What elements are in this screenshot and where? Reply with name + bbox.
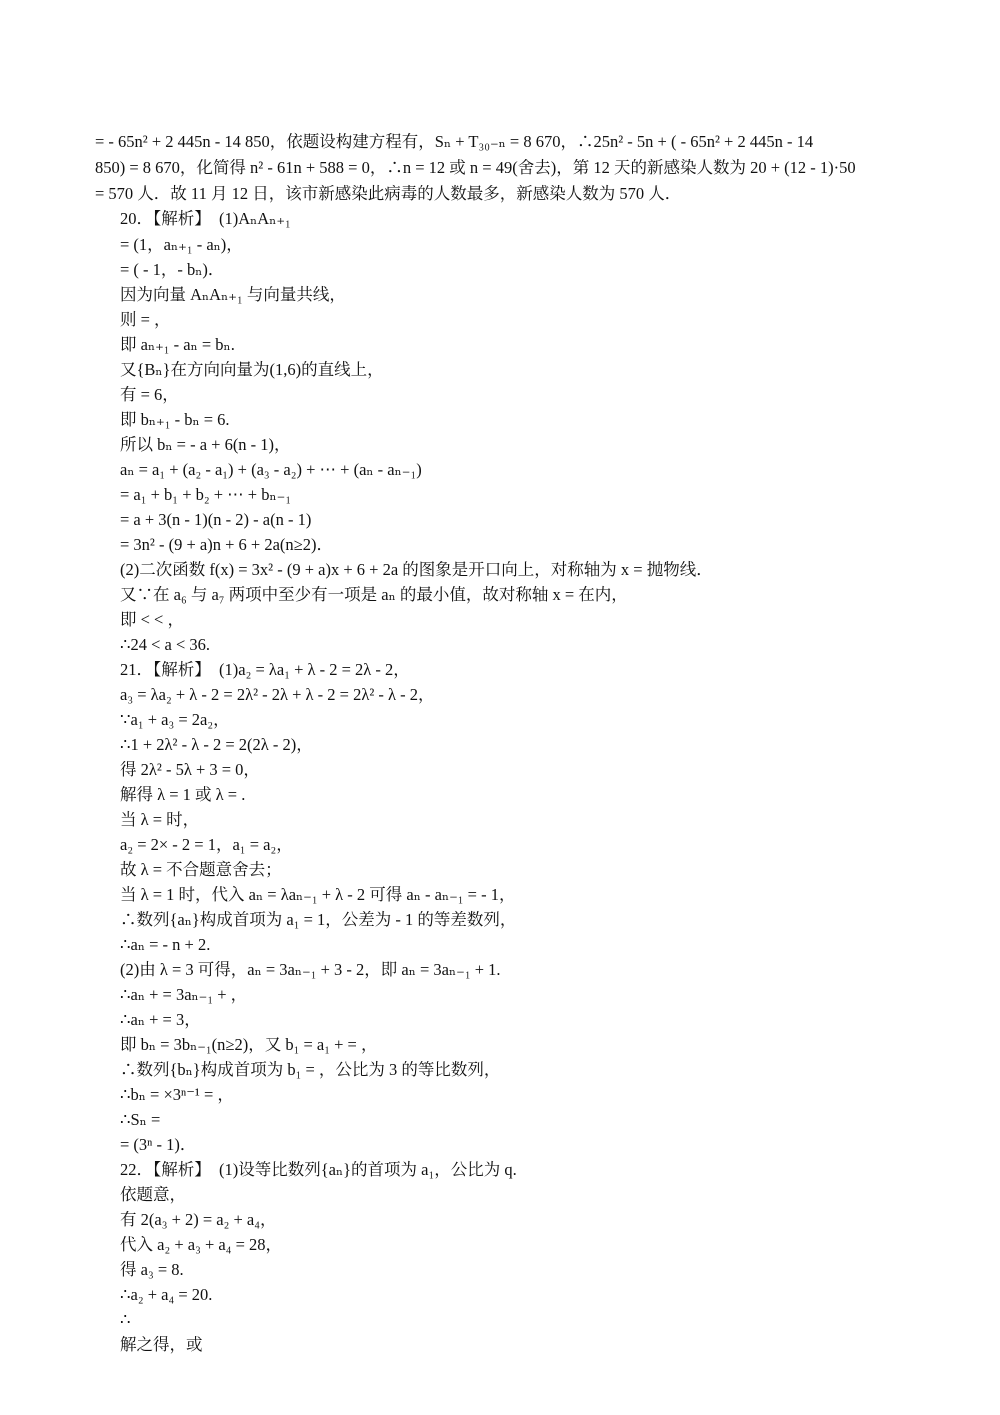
text-line: 因为向量 AₙAₙ₊₁ 与向量共线，	[120, 285, 346, 304]
text-line: ∴数列{aₙ}构成首项为 a₁ = 1，公差为 - 1 的等差数列，	[120, 910, 517, 929]
text-line: (2)由 λ = 3 可得，aₙ = 3aₙ₋₁ + 3 - 2，即 aₙ = 3aₙ₋₁ + 1.	[120, 960, 501, 979]
text-line: ∴Sₙ =	[120, 1110, 161, 1129]
text-line: 得 a₃ = 8.	[120, 1260, 184, 1279]
text-line: ∴	[120, 1310, 131, 1329]
text-line: 有 2(a₃ + 2) = a₂ + a₄，	[120, 1210, 277, 1229]
text-line: 解得 λ = 1 或 λ = .	[120, 785, 246, 804]
text-line: 21．【解析】 (1)a₂ = λa₁ + λ - 2 = 2λ - 2，	[120, 660, 410, 679]
text-line: ∵a₁ + a₃ = 2a₂，	[120, 710, 230, 729]
text-line: ∴aₙ + = 3aₙ₋₁ + ，	[120, 985, 248, 1004]
text-line: 又∵在 a₆ 与 a₇ 两项中至少有一项是 aₙ 的最小值，故对称轴 x = 在内，	[120, 585, 628, 604]
text-line: 解之得，或	[120, 1335, 203, 1354]
text-line: 即 bₙ₊₁ - bₙ = 6.	[120, 410, 230, 429]
text-line: = - 65n² + 2 445n - 14 850，依题设构建方程有，Sₙ + T₃₀₋ₙ = 8 670，∴25n² - 5n + ( - 65n² + 2 445n - 14	[95, 132, 814, 151]
text-line: ∴24 < a < 36.	[120, 635, 211, 654]
text-line: 则 = ，	[120, 310, 171, 329]
text-line: ∴bₙ = ×3ⁿ⁻¹ = ，	[120, 1085, 234, 1104]
text-line: ∴数列{bₙ}构成首项为 b₁ = ，公比为 3 的等比数列，	[120, 1060, 501, 1079]
text-line: = 3n² - (9 + a)n + 6 + 2a(n≥2)．	[120, 535, 333, 554]
text-line: 代入 a₂ + a₃ + a₄ = 28，	[120, 1235, 283, 1254]
text-line: 依题意，	[120, 1185, 186, 1204]
text-line: a₃ = λa₂ + λ - 2 = 2λ² - 2λ + λ - 2 = 2λ² - λ - 2，	[120, 685, 435, 704]
text-line: ∴aₙ = - n + 2.	[120, 935, 211, 954]
text-line: 850) = 8 670，化简得 n² - 61n + 588 = 0，∴n = 12 或 n = 49(舍去)，第 12 天的新感染人数为 20 + (12 - 1)·50	[95, 158, 856, 177]
text-line: = 570 人．故 11 月 12 日，该市新感染此病毒的人数最多，新感染人数为 570 人．	[95, 184, 682, 203]
text-line: ∴aₙ + = 3，	[120, 1010, 201, 1029]
text-line: 有 = 6，	[120, 385, 179, 404]
text-line: a₂ = 2× - 2 = 1，a₁ = a₂，	[120, 835, 293, 854]
text-line: 当 λ = 时，	[120, 810, 200, 829]
text-line: 即 < < ，	[120, 610, 184, 629]
text-line: = a₁ + b₁ + b₂ + ⋯ + bₙ₋₁	[120, 485, 292, 504]
text-line: = a + 3(n - 1)(n - 2) - a(n - 1)	[120, 510, 312, 529]
text-line: = (3ⁿ - 1)．	[120, 1135, 197, 1154]
text-line: 当 λ = 1 时，代入 aₙ = λaₙ₋₁ + λ - 2 可得 aₙ - aₙ₋₁ = - 1，	[120, 885, 516, 904]
text-line: 20．【解析】 (1)AₙAₙ₊₁	[120, 209, 291, 228]
text-line: ∴1 + 2λ² - λ - 2 = 2(2λ - 2)，	[120, 735, 313, 754]
text-line: 故 λ = 不合题意舍去；	[120, 860, 282, 879]
text-line: 即 aₙ₊₁ - aₙ = bₙ.	[120, 335, 235, 354]
text-line: 即 bₙ = 3bₙ₋₁(n≥2)，又 b₁ = a₁ + = ，	[120, 1035, 378, 1054]
text-line: ∴a₂ + a₄ = 20.	[120, 1285, 213, 1304]
text-line: 22．【解析】 (1)设等比数列{aₙ}的首项为 a₁，公比为 q.	[120, 1160, 517, 1179]
text-line: = (1，aₙ₊₁ - aₙ)，	[120, 235, 243, 254]
text-line: = ( - 1，- bₙ)．	[120, 260, 225, 279]
text-line: 所以 bₙ = - a + 6(n - 1)，	[120, 435, 291, 454]
text-line: aₙ = a₁ + (a₂ - a₁) + (a₃ - a₂) + ⋯ + (aₙ - aₙ₋₁)	[120, 460, 422, 479]
text-line: (2)二次函数 f(x) = 3x² - (9 + a)x + 6 + 2a 的图象是开口向上，对称轴为 x = 抛物线．	[120, 560, 713, 579]
text-line: 得 2λ² - 5λ + 3 = 0，	[120, 760, 260, 779]
text-line: 又{Bₙ}在方向向量为(1,6)的直线上，	[120, 360, 384, 379]
